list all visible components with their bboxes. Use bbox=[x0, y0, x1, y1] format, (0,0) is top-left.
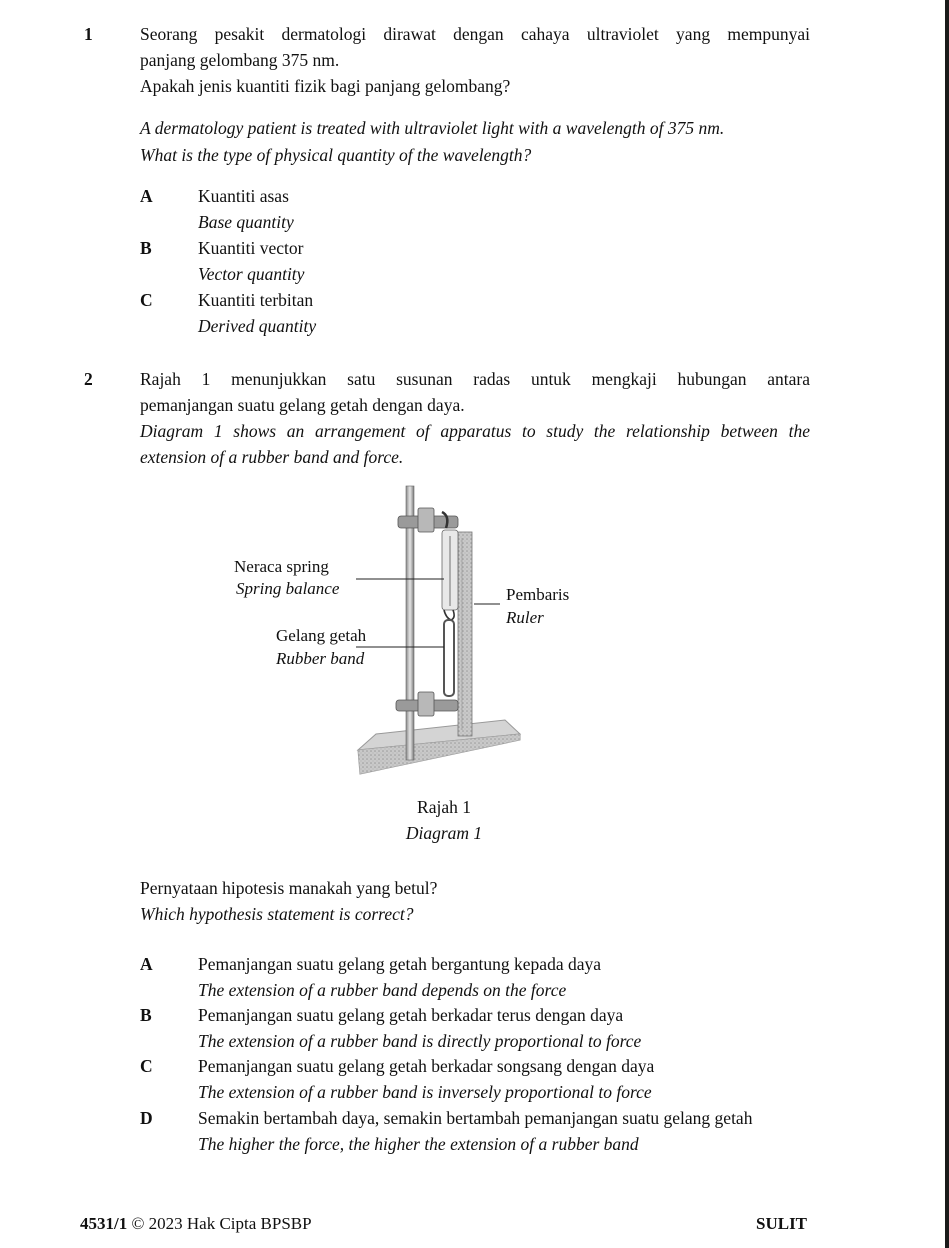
q2-option-b-malay[interactable]: Pemanjangan suatu gelang getah berkadar terus dengan daya bbox=[198, 1005, 624, 1025]
footer-code: 4531/1 bbox=[80, 1214, 128, 1233]
label-spring-malay: Neraca spring bbox=[234, 557, 329, 576]
q2-option-b-english[interactable]: The extension of a rubber band is directly proportional to force bbox=[198, 1031, 642, 1051]
q2-option-c-letter[interactable]: C bbox=[140, 1056, 153, 1076]
question-2-malay-line1: Rajah 1 menunjukkan satu susunan radas untuk mengkaji hubungan antara bbox=[140, 369, 810, 389]
question-2-malay-line2: pemanjangan suatu gelang getah dengan daya. bbox=[140, 395, 465, 415]
diagram-caption-malay: Rajah 1 bbox=[417, 797, 471, 817]
question-2-malay-question: Pernyataan hipotesis manakah yang betul? bbox=[140, 878, 438, 898]
q2-option-a-english[interactable]: The extension of a rubber band depends on the force bbox=[198, 980, 567, 1000]
question-2-number: 2 bbox=[84, 369, 93, 389]
question-2-english-line1: Diagram 1 shows an arrangement of apparatus to study the relationship between the bbox=[140, 421, 810, 441]
question-2-english-line2: extension of a rubber band and force. bbox=[140, 447, 404, 467]
question-1-malay-line1: Seorang pesakit dermatologi dirawat dengan cahaya ultraviolet yang mempunyai bbox=[140, 24, 810, 44]
label-band-english: Rubber band bbox=[276, 649, 365, 668]
q2-option-a-letter[interactable]: A bbox=[140, 954, 153, 974]
ruler bbox=[458, 532, 472, 736]
question-2-english-question: Which hypothesis statement is correct? bbox=[140, 904, 414, 924]
q1-option-c-letter[interactable]: C bbox=[140, 290, 153, 310]
label-band-malay: Gelang getah bbox=[276, 626, 367, 645]
rubber-band bbox=[444, 620, 454, 696]
q1-option-b-letter[interactable]: B bbox=[140, 238, 152, 258]
q2-option-c-english[interactable]: The extension of a rubber band is inversely proportional to force bbox=[198, 1082, 652, 1102]
q2-option-b-letter[interactable]: B bbox=[140, 1005, 152, 1025]
label-ruler-malay: Pembaris bbox=[506, 585, 570, 604]
question-1-malay-line2: panjang gelombang 375 nm. bbox=[140, 50, 340, 70]
q1-option-c-malay[interactable]: Kuantiti terbitan bbox=[198, 290, 314, 310]
q1-option-b-malay[interactable]: Kuantiti vector bbox=[198, 238, 304, 258]
q1-option-a-malay[interactable]: Kuantiti asas bbox=[198, 186, 289, 206]
q2-option-d-letter[interactable]: D bbox=[140, 1108, 153, 1128]
q1-option-a-letter[interactable]: A bbox=[140, 186, 153, 206]
q2-option-d-malay[interactable]: Semakin bertambah daya, semakin bertambah pemanjangan suatu gelang getah bbox=[198, 1108, 753, 1128]
label-ruler-english: Ruler bbox=[506, 608, 544, 627]
diagram-caption-english: Diagram 1 bbox=[405, 823, 483, 843]
q2-option-a-malay[interactable]: Pemanjangan suatu gelang getah bergantung kepada daya bbox=[198, 954, 602, 974]
q1-option-b-english[interactable]: Vector quantity bbox=[198, 264, 305, 284]
q2-option-d-english[interactable]: The higher the force, the higher the extension of a rubber band bbox=[198, 1134, 639, 1154]
question-1-number: 1 bbox=[84, 24, 93, 44]
label-spring-english: Spring balance bbox=[236, 579, 340, 598]
page-edge-shadow bbox=[945, 0, 949, 1248]
footer-copyright bbox=[80, 1214, 312, 1234]
apparatus-diagram bbox=[230, 478, 600, 778]
q1-option-c-english[interactable]: Derived quantity bbox=[198, 316, 317, 336]
footer-copyright-text: © 2023 Hak Cipta BPSBP bbox=[131, 1214, 312, 1233]
footer-classification: SULIT bbox=[756, 1214, 808, 1233]
question-1-english-question: What is the type of physical quantity of the wavelength? bbox=[140, 145, 532, 165]
question-1-malay-question: Apakah jenis kuantiti fizik bagi panjang gelombang? bbox=[140, 76, 511, 96]
question-1-english-line1: A dermatology patient is treated with ultraviolet light with a wavelength of 375 nm. bbox=[140, 118, 725, 138]
q2-option-c-malay[interactable]: Pemanjangan suatu gelang getah berkadar songsang dengan daya bbox=[198, 1056, 655, 1076]
q1-option-a-english[interactable]: Base quantity bbox=[198, 212, 294, 232]
